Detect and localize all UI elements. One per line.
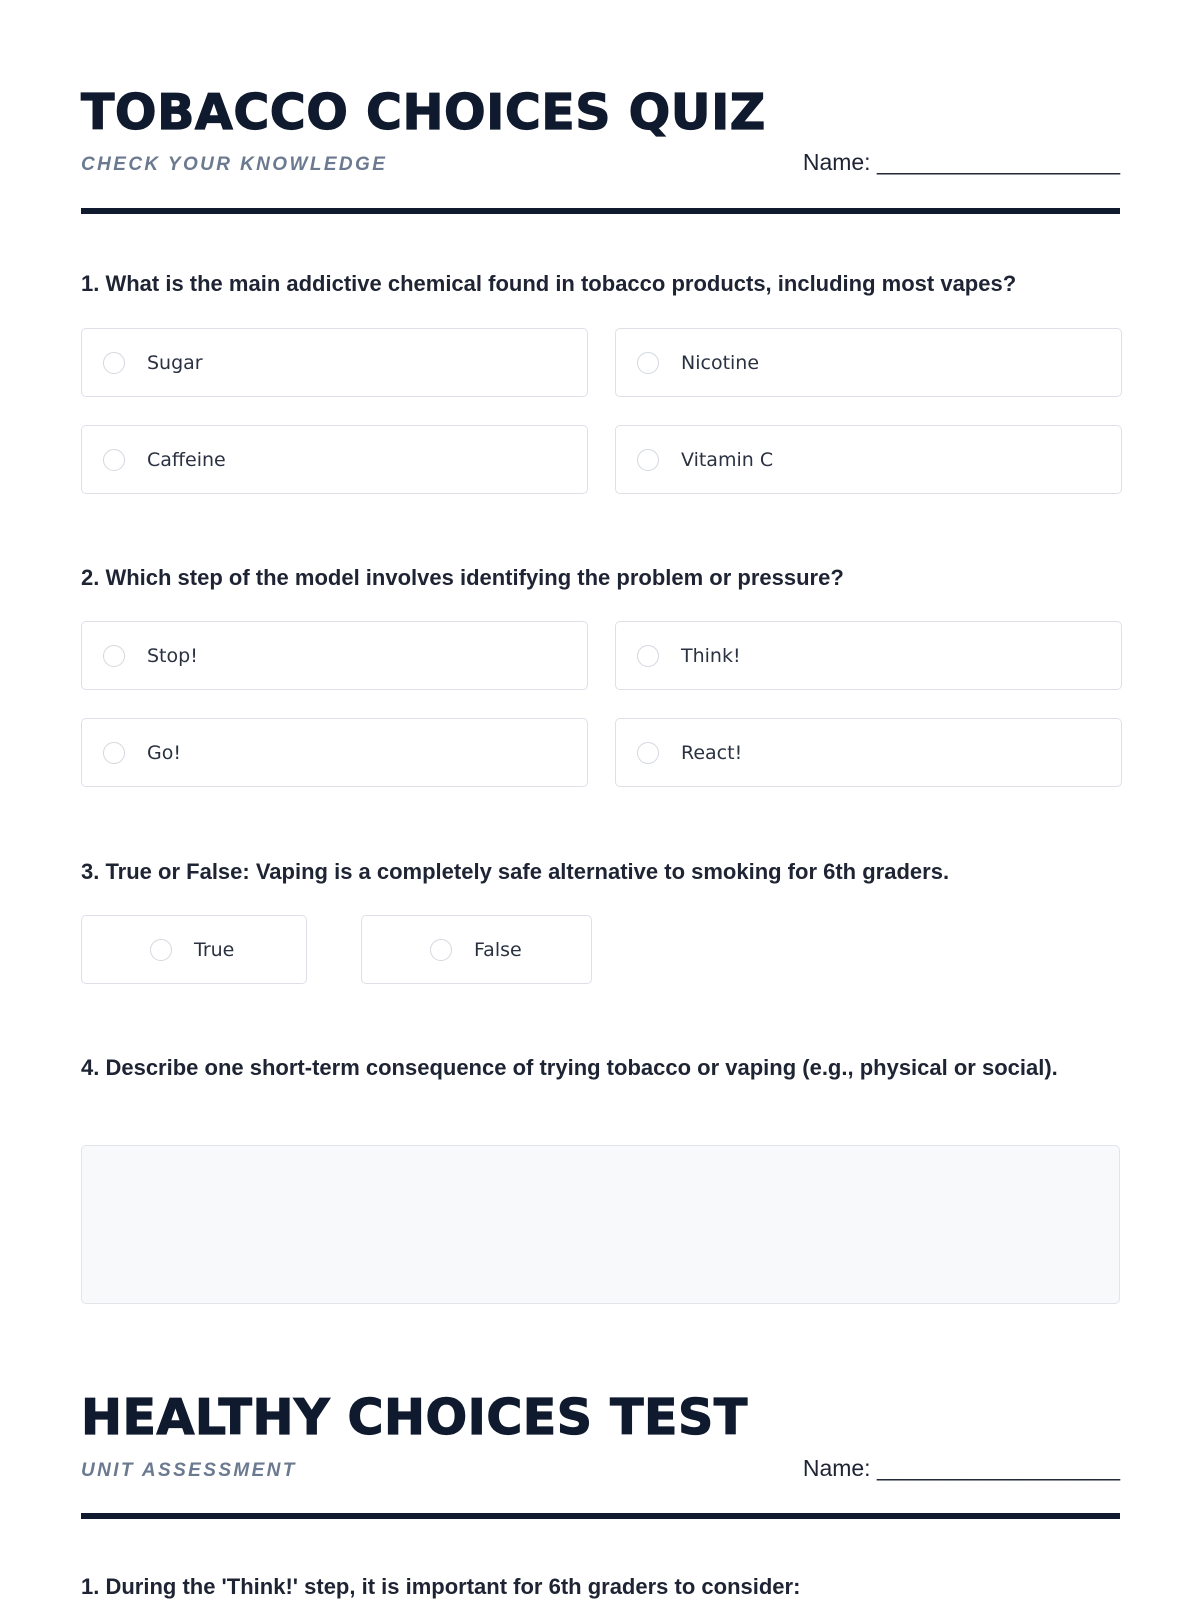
q2-option-go[interactable]: [81, 718, 588, 787]
q1-option-nicotine[interactable]: [615, 328, 1122, 397]
q2-option-think[interactable]: [615, 621, 1122, 690]
option-label: True: [194, 938, 235, 961]
quiz-title: HEALTHY CHOICES TEST: [81, 1389, 748, 1446]
name-field[interactable]: Name: ___________________: [802, 149, 1120, 175]
option-label: False: [474, 938, 522, 961]
question-2-1-text: 1. During the 'Think!' step, it is important for 6th graders to consider:: [81, 1574, 801, 1599]
radio-circle-icon[interactable]: [637, 742, 659, 764]
radio-circle-icon[interactable]: [103, 449, 125, 471]
quiz-header-tobacco: [81, 84, 1120, 218]
option-label: Vitamin C: [681, 448, 774, 471]
header-divider: [81, 208, 1120, 214]
radio-circle-icon[interactable]: [637, 449, 659, 471]
option-label: Sugar: [147, 351, 203, 374]
quiz-subtitle: UNIT ASSESSMENT: [81, 1460, 297, 1481]
radio-circle-icon[interactable]: [103, 352, 125, 374]
option-label: Go!: [147, 741, 181, 764]
q1-option-caffeine[interactable]: [81, 425, 588, 494]
option-label: Caffeine: [147, 448, 226, 471]
header-divider: [81, 1513, 1120, 1519]
quiz-title: TOBACCO CHOICES QUIZ: [81, 84, 766, 141]
q2-option-react[interactable]: [615, 718, 1122, 787]
option-label: React!: [681, 741, 743, 764]
q3-option-true[interactable]: [81, 915, 307, 984]
radio-circle-icon[interactable]: [637, 645, 659, 667]
q1-option-vitamin-c[interactable]: [615, 425, 1122, 494]
q2-option-stop[interactable]: [81, 621, 588, 690]
radio-circle-icon[interactable]: [150, 939, 172, 961]
q3-option-false[interactable]: [361, 915, 592, 984]
radio-circle-icon[interactable]: [430, 939, 452, 961]
radio-circle-icon[interactable]: [103, 645, 125, 667]
option-label: Stop!: [147, 644, 198, 667]
option-label: Nicotine: [681, 351, 760, 374]
name-field[interactable]: Name: ___________________: [802, 1455, 1120, 1481]
answer-textarea[interactable]: [81, 1145, 1120, 1304]
q1-option-sugar[interactable]: [81, 328, 588, 397]
option-label: Think!: [681, 644, 741, 667]
quiz-header-healthy: [81, 1389, 1120, 1523]
question-1-text: 1. What is the main addictive chemical found in tobacco products, including most vapes?: [81, 271, 1017, 296]
question-3-text: 3. True or False: Vaping is a completely safe alternative to smoking for 6th graders.: [81, 859, 950, 884]
radio-circle-icon[interactable]: [103, 742, 125, 764]
radio-circle-icon[interactable]: [637, 352, 659, 374]
question-2-text: 2. Which step of the model involves identifying the problem or pressure?: [81, 565, 844, 590]
question-4-text: 4. Describe one short-term consequence of trying tobacco or vaping (e.g., physical or social).: [81, 1055, 1058, 1080]
quiz-subtitle: CHECK YOUR KNOWLEDGE: [81, 154, 388, 175]
